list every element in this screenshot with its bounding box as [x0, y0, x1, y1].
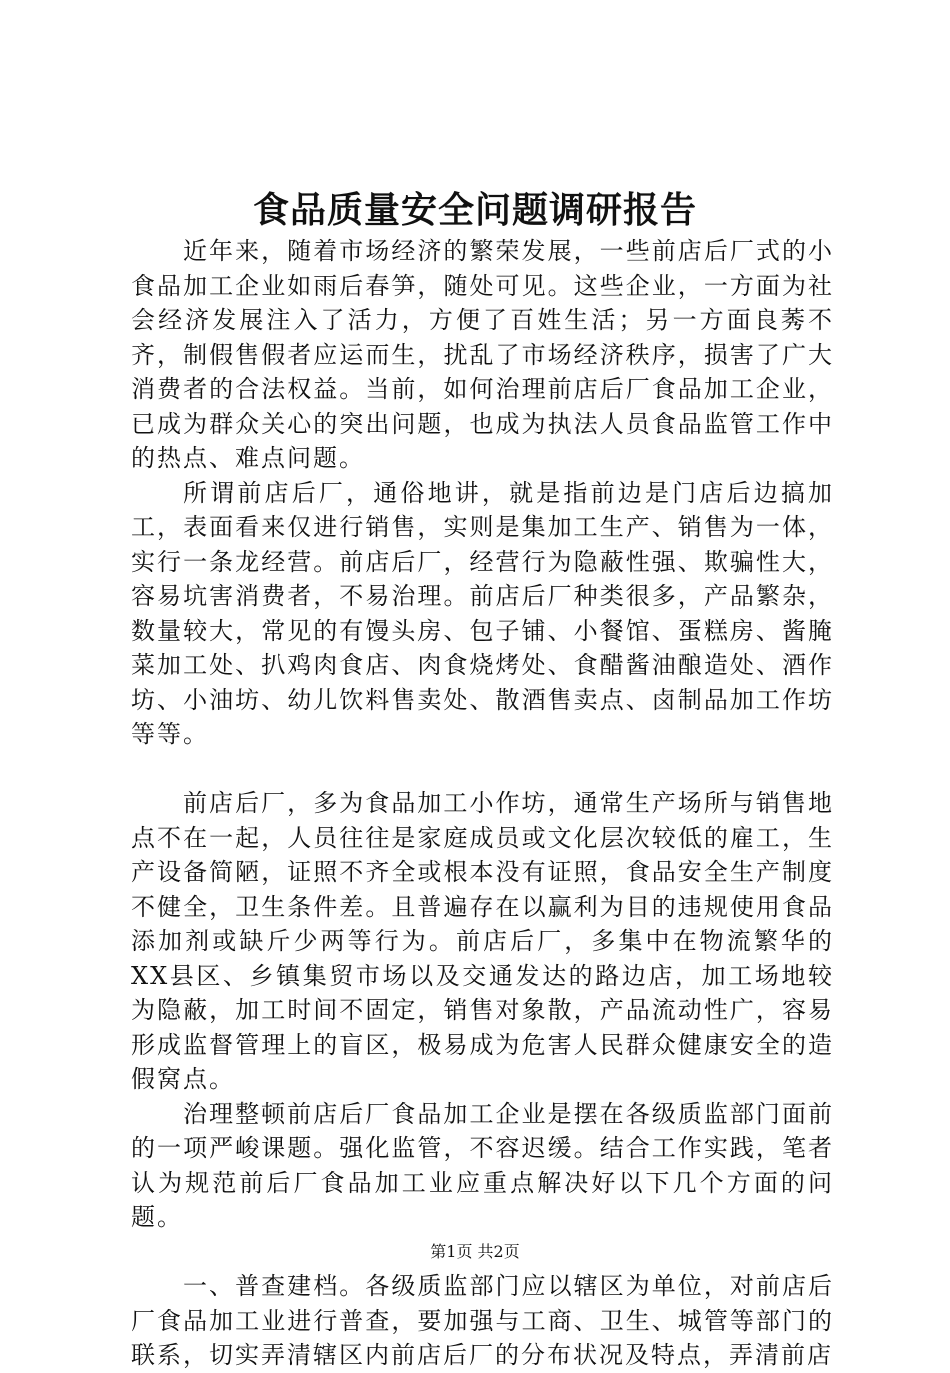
paragraph-definition: 所谓前店后厂，通俗地讲，就是指前边是门店后边搞加工，表面看来仅进行销售，实则是集加工生产、销售为一体，实行一条龙经营。前店后厂，经营行为隐蔽性强、欺骗性大，容易坑害消费者，不易治理。前店后厂种类很多，产品繁杂，数量较大，常见的有馒头房、包子铺、小餐馆、蛋糕房、酱腌菜加工处、扒鸡肉食店、肉食烧烤处、食醋酱油酿造处、酒作坊、小油坊、幼儿饮料售卖处、散酒售卖点、卤制品加工作坊等等。: [131, 478, 834, 748]
paragraph-governance: 治理整顿前店后厂食品加工企业是摆在各级质监部门面前的一项严峻课题。强化监管，不容迟缓。结合工作实践，笔者认为规范前后厂食品加工业应重点解决好以下几个方面的问题。: [131, 1099, 834, 1231]
document-body: [131, 234, 834, 1373]
paragraph-section-one: 一、普查建档。各级质监部门应以辖区为单位，对前店后厂食品加工业进行普查，要加强与工商、卫生、城管等部门的联系，切实弄清辖区内前店后厂的分布状况及特点，弄清前店: [131, 1272, 834, 1369]
paragraph-intro: 近年来，随着市场经济的繁荣发展，一些前店后厂式的小食品加工企业如雨后春笋，随处可见。这些企业，一方面为社会经济发展注入了活力，方便了百姓生活；另一方面良莠不齐，制假售假者应运而生，扰乱了市场经济秩序，损害了广大消费者的合法权益。当前，如何治理前店后厂食品加工企业，已成为群众关心的突出问题，也成为执法人员食品监管工作中的热点、难点问题。: [131, 237, 834, 472]
paragraph-spacer: [131, 752, 834, 787]
page-number-footer: 第1页 共2页: [430, 1242, 520, 1261]
document-title: 食品质量安全问题调研报告: [252, 189, 697, 231]
paragraph-characteristics: 前店后厂，多为食品加工小作坊，通常生产场所与销售地点不在一起，人员往往是家庭成员或文化层次较低的雇工，生产设备简陋，证照不齐全或根本没有证照，食品安全生产制度不健全，卫生条件差。且普遍存在以赢利为目的违规使用食品添加剂或缺斤少两等行为。前店后厂，多集中在物流繁华的XX县区、乡镇集贸市场以及交通发达的路边店，加工场地较为隐蔽，加工时间不固定，销售对象散，产品流动性广，容易形成监督管理上的盲区，极易成为危害人民群众健康安全的造假窝点。: [131, 789, 834, 1093]
